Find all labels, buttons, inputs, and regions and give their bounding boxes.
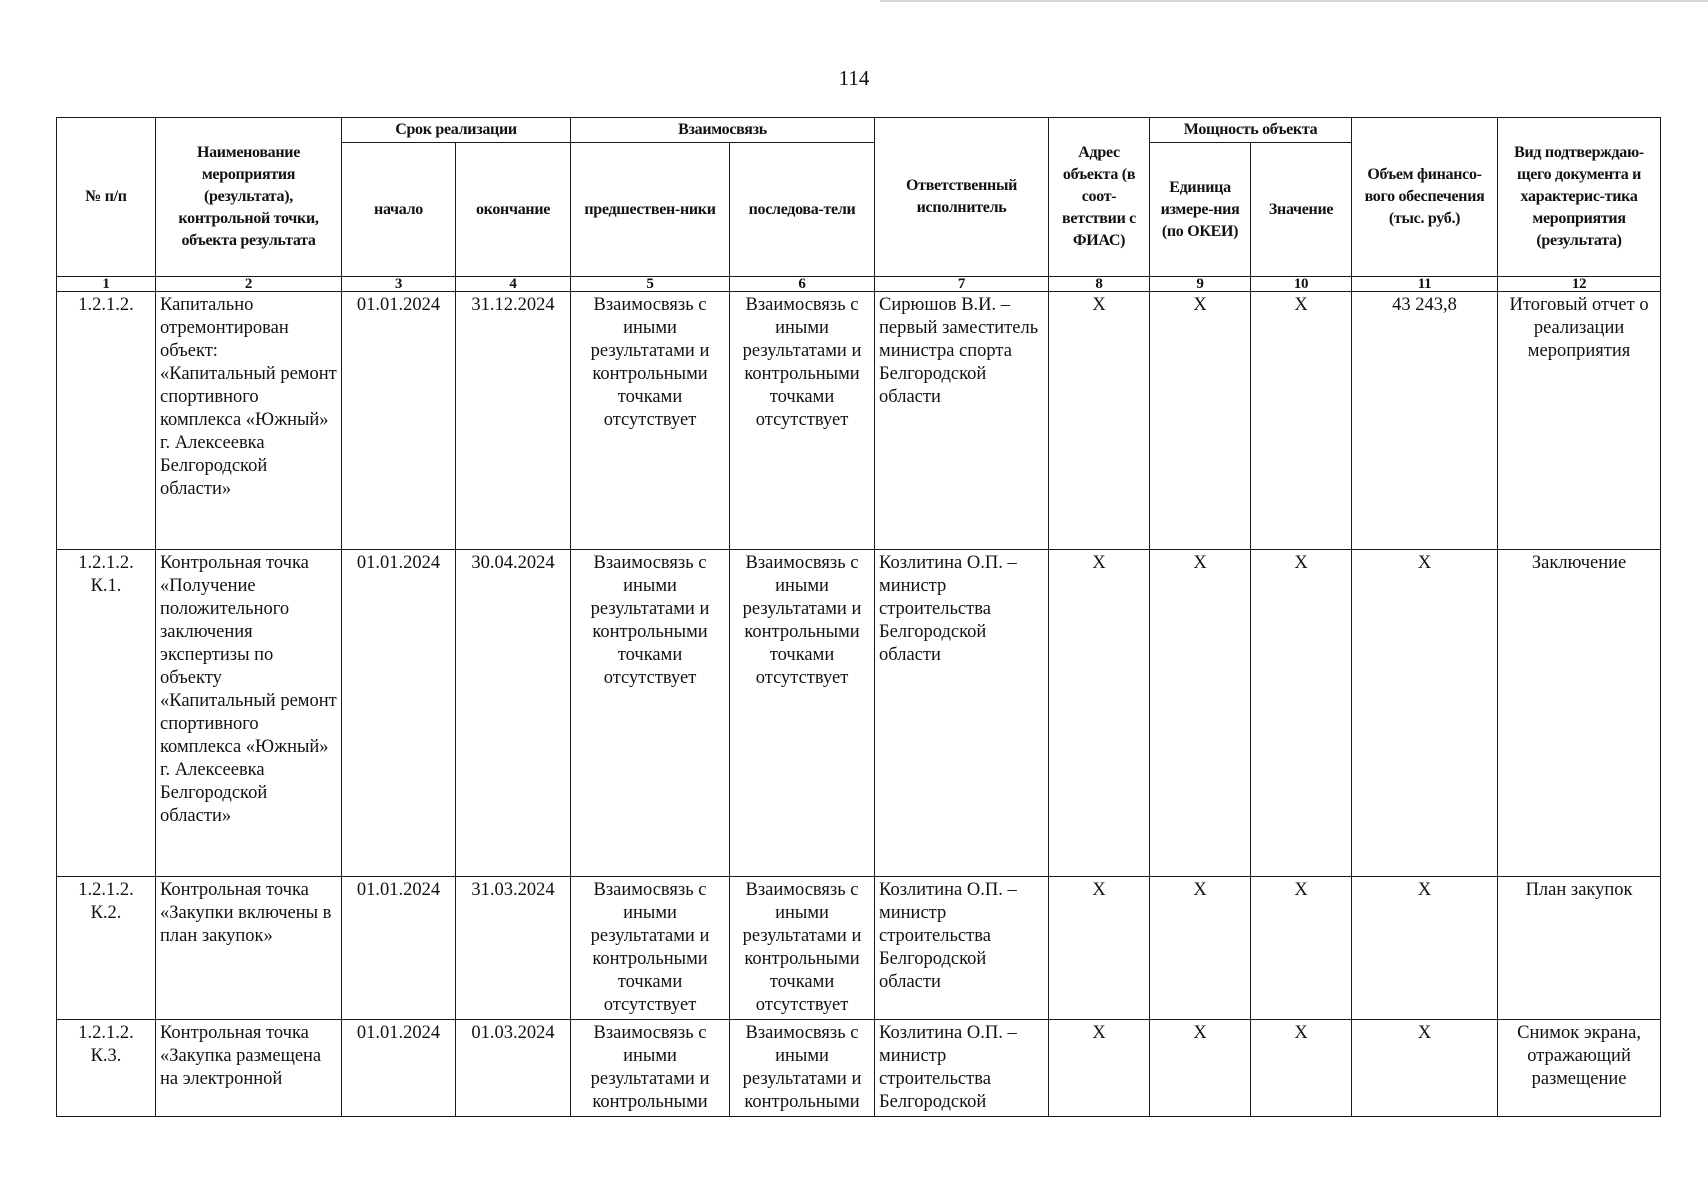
cell-value: X — [1251, 1020, 1352, 1117]
column-number: 2 — [156, 277, 342, 292]
header-link-next: последова-тели — [730, 143, 875, 277]
cell-doc: Заключение — [1498, 550, 1661, 877]
cell-prev: Взаимосвязь с иными результатами и контрольными точками отсутствует — [571, 877, 730, 1020]
header-period-end: окончание — [456, 143, 571, 277]
column-number-row — [57, 277, 1661, 292]
cell-doc: Снимок экрана, отражающий размещение — [1498, 1020, 1661, 1117]
header-finance: Объем финансо-вого обеспечения (тыс. руб.) — [1352, 118, 1498, 277]
page-number: 114 — [838, 66, 870, 90]
cell-responsible: Козлитина О.П. – министр строительства Белгородской — [875, 1020, 1049, 1117]
header-link-prev: предшествен-ники — [571, 143, 730, 277]
header-address: Адрес объекта (в соот-ветствии с ФИАС) — [1049, 118, 1150, 277]
column-number: 4 — [456, 277, 571, 292]
cell-next: Взаимосвязь с иными результатами и контрольными — [730, 1020, 875, 1117]
header-capacity-unit: Единица измере-ния (по ОКЕИ) — [1150, 143, 1251, 277]
column-number: 9 — [1150, 277, 1251, 292]
cell-num: 1.2.1.2. К.2. — [57, 877, 156, 1020]
cell-name: Контрольная точка «Закупка размещена на электронной — [156, 1020, 342, 1117]
header-link-group: Взаимосвязь — [571, 118, 875, 143]
cell-end: 31.12.2024 — [456, 292, 571, 550]
cell-responsible: Сирюшов В.И. – первый заместитель министра спорта Белгородской области — [875, 292, 1049, 550]
cell-num: 1.2.1.2. К.3. — [57, 1020, 156, 1117]
cell-finance: X — [1352, 550, 1498, 877]
cell-unit: X — [1150, 1020, 1251, 1117]
cell-num: 1.2.1.2. К.1. — [57, 550, 156, 877]
cell-name: Капитально отремонтирован объект: «Капитальный ремонт спортивного комплекса «Южный» г. Алексеевка Белгородской области» — [156, 292, 342, 550]
header-period-group: Срок реализации — [342, 118, 571, 143]
cell-doc: План закупок — [1498, 877, 1661, 1020]
cell-responsible: Козлитина О.П. – министр строительства Белгородской области — [875, 877, 1049, 1020]
header-capacity-value: Значение — [1251, 143, 1352, 277]
cell-prev: Взаимосвязь с иными результатами и контрольными точками отсутствует — [571, 550, 730, 877]
header-name: Наименование мероприятия (результата), контрольной точки, объекта результата — [156, 118, 342, 277]
table-row — [57, 550, 1661, 877]
header-num: № п/п — [57, 118, 156, 277]
table-row — [57, 1020, 1661, 1117]
header-period-start: начало — [342, 143, 456, 277]
cell-address: X — [1049, 550, 1150, 877]
cell-end: 30.04.2024 — [456, 550, 571, 877]
column-number: 5 — [571, 277, 730, 292]
cell-start: 01.01.2024 — [342, 292, 456, 550]
cell-value: X — [1251, 292, 1352, 550]
header-capacity-group: Мощность объекта — [1150, 118, 1352, 143]
cell-name: Контрольная точка «Получение положительного заключения экспертизы по объекту «Капитальный ремонт спортивного комплекса «Южный» г. Алексеевка Белгородской области» — [156, 550, 342, 877]
cell-address: X — [1049, 292, 1150, 550]
column-number: 1 — [57, 277, 156, 292]
cell-end: 31.03.2024 — [456, 877, 571, 1020]
cell-address: X — [1049, 877, 1150, 1020]
plan-table — [56, 117, 1661, 1117]
column-number: 3 — [342, 277, 456, 292]
table-row — [57, 292, 1661, 550]
cell-next: Взаимосвязь с иными результатами и контрольными точками отсутствует — [730, 292, 875, 550]
cell-responsible: Козлитина О.П. – министр строительства Белгородской области — [875, 550, 1049, 877]
header-responsible: Ответственный исполнитель — [875, 118, 1049, 277]
cell-unit: X — [1150, 550, 1251, 877]
cell-num: 1.2.1.2. — [57, 292, 156, 550]
scan-edge-line — [880, 0, 1708, 2]
cell-next: Взаимосвязь с иными результатами и контрольными точками отсутствует — [730, 550, 875, 877]
cell-start: 01.01.2024 — [342, 1020, 456, 1117]
cell-prev: Взаимосвязь с иными результатами и контрольными точками отсутствует — [571, 292, 730, 550]
cell-end: 01.03.2024 — [456, 1020, 571, 1117]
column-number: 6 — [730, 277, 875, 292]
column-number: 11 — [1352, 277, 1498, 292]
cell-doc: Итоговый отчет о реализации мероприятия — [1498, 292, 1661, 550]
column-number: 7 — [875, 277, 1049, 292]
cell-finance: X — [1352, 877, 1498, 1020]
table-row — [57, 877, 1661, 1020]
cell-finance: 43 243,8 — [1352, 292, 1498, 550]
cell-name: Контрольная точка «Закупки включены в план закупок» — [156, 877, 342, 1020]
cell-prev: Взаимосвязь с иными результатами и контрольными — [571, 1020, 730, 1117]
cell-start: 01.01.2024 — [342, 550, 456, 877]
column-number: 8 — [1049, 277, 1150, 292]
cell-next: Взаимосвязь с иными результатами и контрольными точками отсутствует — [730, 877, 875, 1020]
cell-unit: X — [1150, 292, 1251, 550]
header-doc-type: Вид подтверждаю-щего документа и характерис-тика мероприятия (результата) — [1498, 118, 1661, 277]
header-row-group — [57, 118, 1661, 143]
cell-finance: X — [1352, 1020, 1498, 1117]
cell-start: 01.01.2024 — [342, 877, 456, 1020]
cell-value: X — [1251, 877, 1352, 1020]
cell-address: X — [1049, 1020, 1150, 1117]
cell-unit: X — [1150, 877, 1251, 1020]
cell-value: X — [1251, 550, 1352, 877]
column-number: 12 — [1498, 277, 1661, 292]
column-number: 10 — [1251, 277, 1352, 292]
